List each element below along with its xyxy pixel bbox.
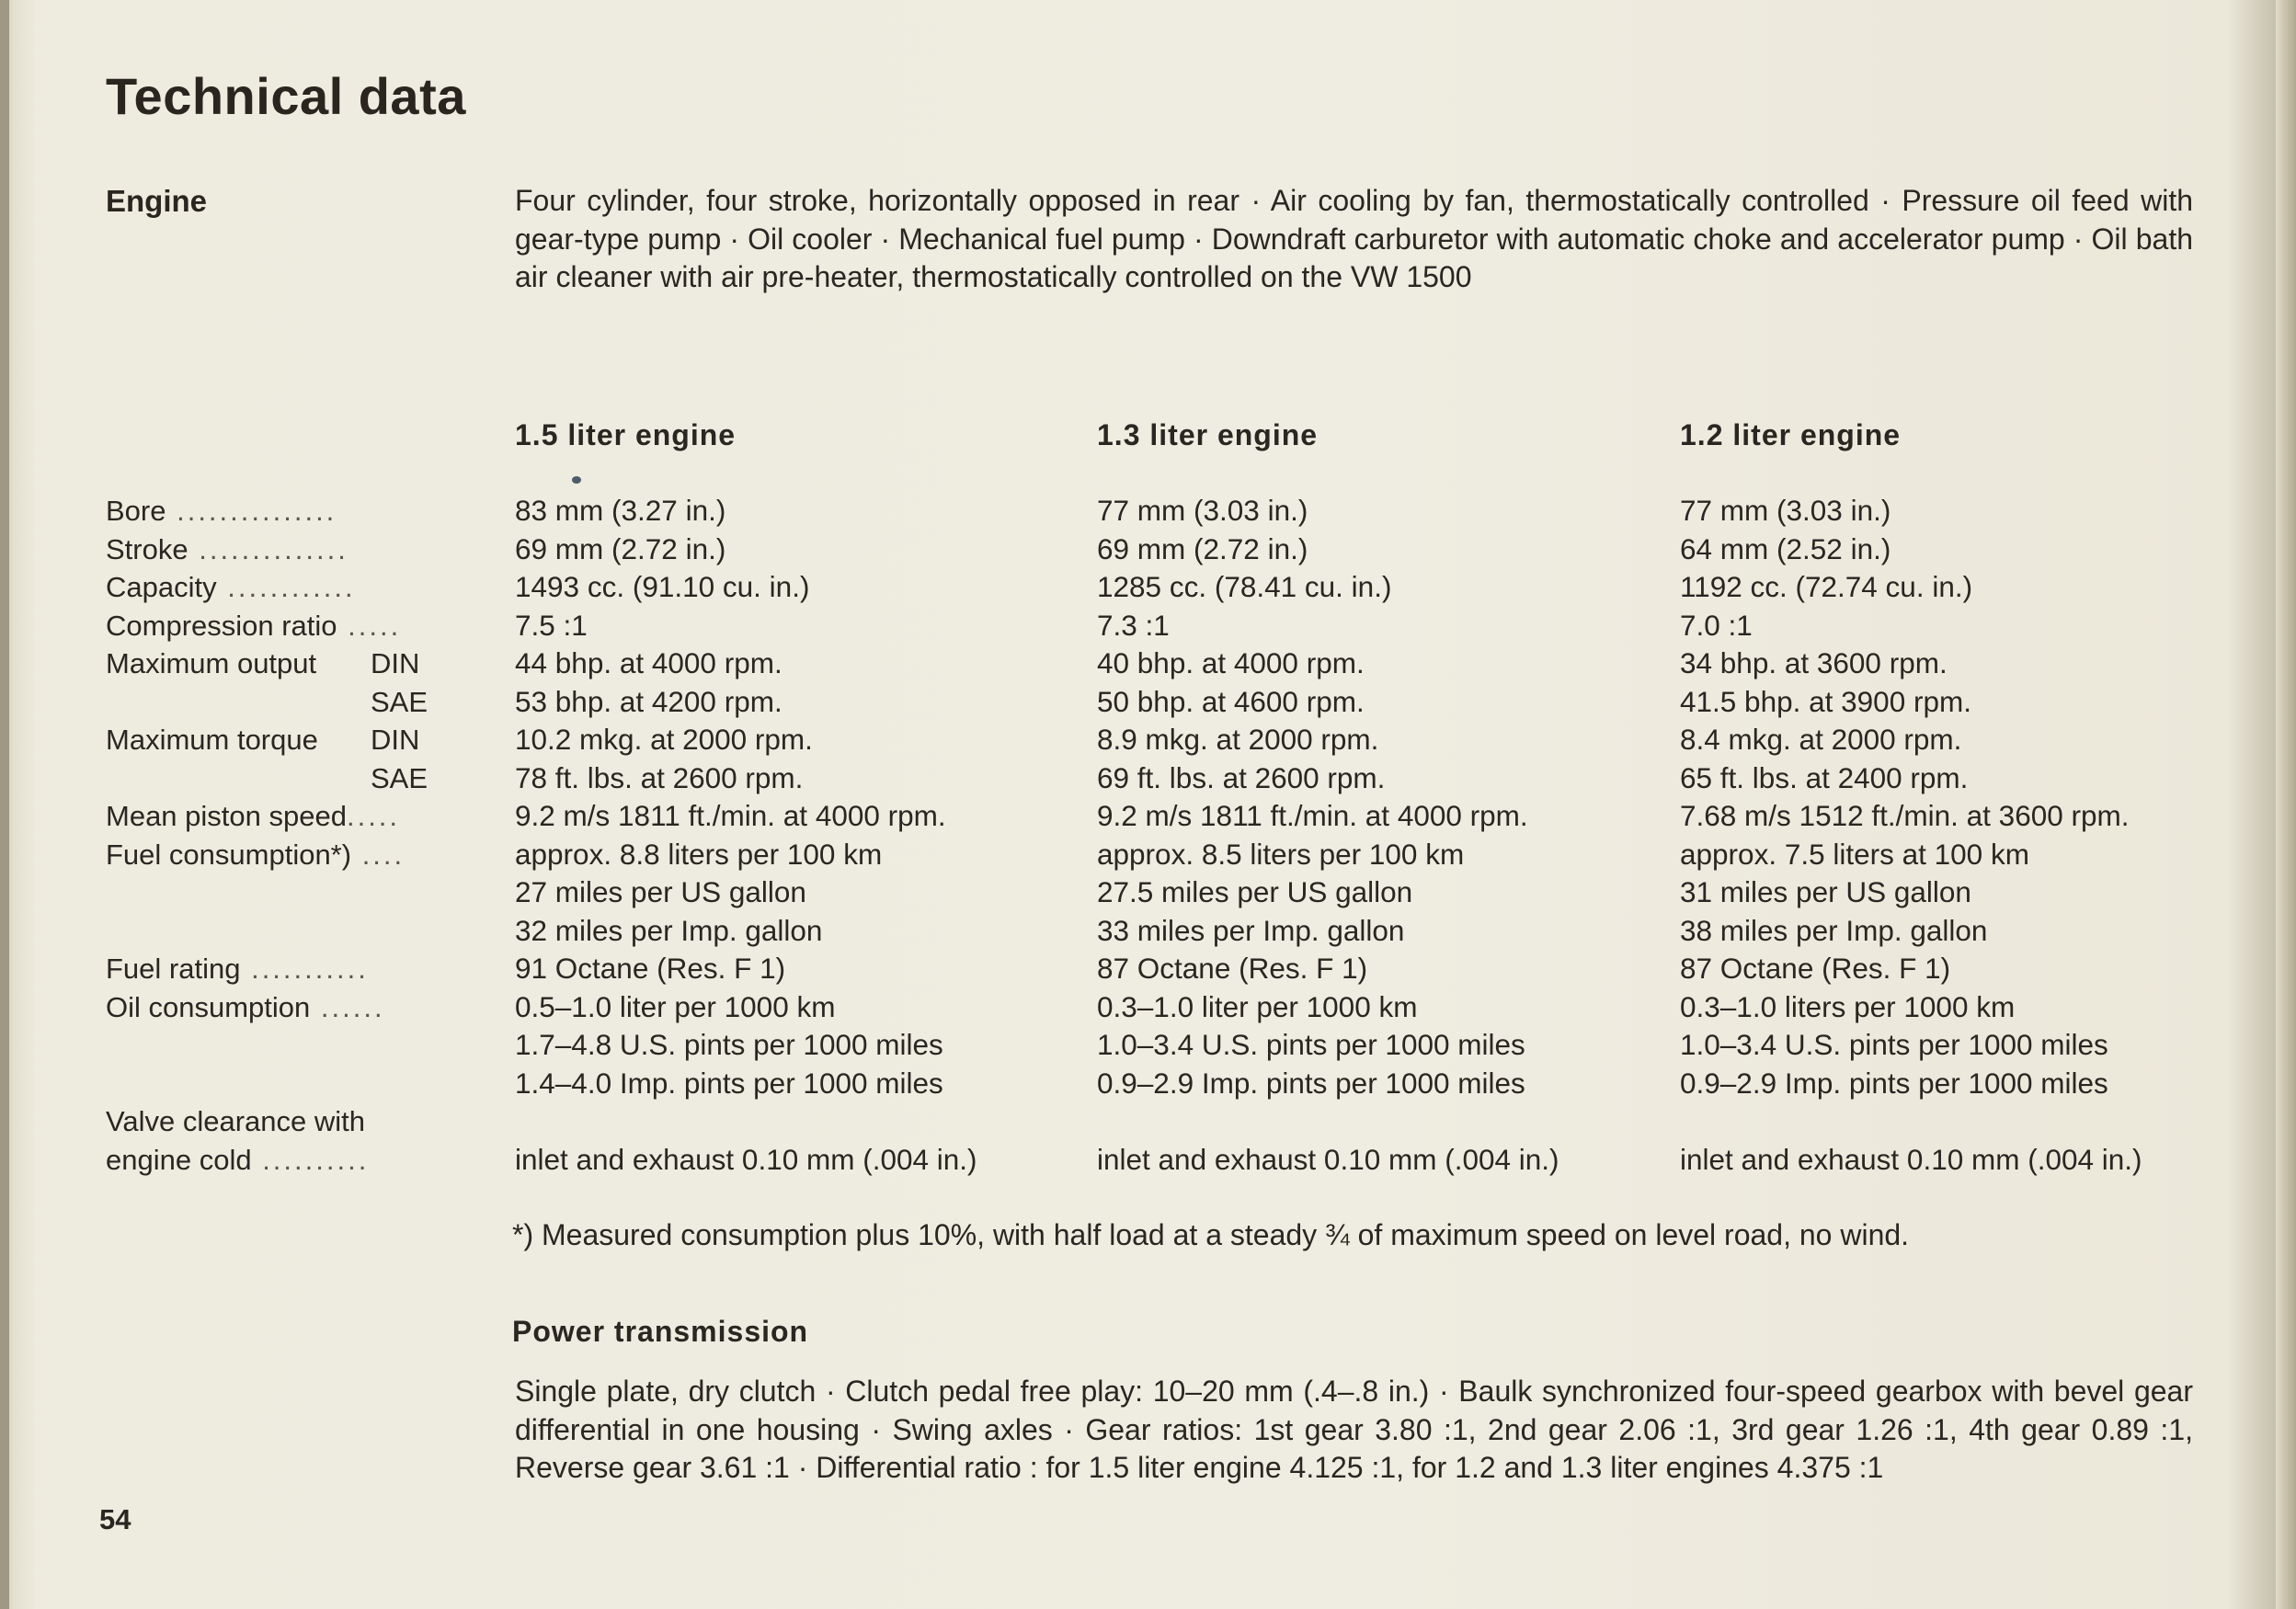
value-cell: 33 miles per Imp. gallon [1097,913,1405,947]
label-spacer [106,873,460,912]
label-maximum-output: Maximum output DIN [106,645,460,683]
value-cell: 34 bhp. at 3600 rpm. [1680,646,1948,679]
value-cell: 9.2 m/s 1811 ft./min. at 4000 rpm. [515,799,946,832]
label-compression-ratio: Compression ratio ..... [106,609,402,642]
value-cell: 1285 cc. (78.41 cu. in.) [1097,570,1392,603]
value-cell: 0.3–1.0 liters per 1000 km [1680,989,2016,1023]
label-mean-piston-speed: Mean piston speed..... [106,800,401,832]
value-cell: 38 miles per Imp. gallon [1680,913,1988,947]
label-oil-consumption: Oil consumption ...... [106,990,385,1023]
label-spacer [106,1065,460,1103]
value-cell: inlet and exhaust 0.10 mm (.004 in.) [515,1142,977,1176]
value-cell: 27.5 miles per US gallon [1097,875,1413,908]
value-cell: approx. 8.8 liters per 100 km [515,837,883,871]
print-speck [572,476,581,484]
value-cell: 87 Octane (Res. F 1) [1097,952,1368,985]
power-transmission-text: Single plate, dry clutch · Clutch pedal free play: 10–20 mm (.4–.8 in.) · Baulk synchronized four-speed gearbox with bevel gear differential in one housing · Swing axles · Gear ratios: 1st gear 3.80 :1, 2nd gear 2.06 :1, 3rd gear 1.26 :1, 4th gear 0.89 :1, Reverse gear 3.61 :1 · Differential ratio : for 1.5 liter engine 4.125 :1, for 1.2 and 1.3 liter engines 4.375 :1 [515,1375,2193,1484]
label-valve-clearance: Valve clearance with [106,1105,366,1137]
engine-section-label: Engine [106,184,208,218]
value-cell: inlet and exhaust 0.10 mm (.004 in.) [1680,1142,2142,1176]
label-output-sae: SAE [371,685,428,718]
value-cell: 7.0 :1 [1680,608,1753,642]
value-cell: 69 mm (2.72 in.) [515,531,726,565]
label-fuel-rating: Fuel rating ........... [106,953,369,985]
value-cell: 44 bhp. at 4000 rpm. [515,646,782,679]
value-cell: 53 bhp. at 4200 rpm. [515,684,782,718]
value-cell: 8.4 mkg. at 2000 rpm. [1680,723,1962,756]
value-cell: 27 miles per US gallon [515,875,806,908]
power-transmission-heading: Power transmission [512,1315,809,1348]
value-cell: 78 ft. lbs. at 2600 rpm. [515,760,804,794]
value-cell: 77 mm (3.03 in.) [1680,494,1891,527]
page-title: Technical data [106,67,466,125]
values-column-1-3-liter [1097,492,1667,1179]
page-number: 54 [99,1503,131,1535]
value-cell: 91 Octane (Res. F 1) [515,952,786,985]
label-spacer [106,912,460,951]
value-cell: inlet and exhaust 0.10 mm (.004 in.) [1097,1142,1559,1176]
value-cell: 10.2 mkg. at 2000 rpm. [515,723,813,756]
label-maximum-torque: Maximum torque DIN [106,721,460,759]
value-cell: approx. 8.5 liters per 100 km [1097,837,1465,871]
label-spacer [106,1026,460,1065]
column-header-1-3-liter: 1.3 liter engine [1097,418,1319,451]
engine-description: Four cylinder, four stroke, horizontally opposed in rear · Air cooling by fan, thermostatically controlled · Pressure oil feed with gear-type pump · Oil cooler · Mechanical fuel pump · Downdraft carburetor with automatic choke and accelerator pump · Oil bath air cleaner with air pre-heater, thermostatically controlled on the VW 1500 [515,184,2193,293]
column-header-1-5-liter: 1.5 liter engine [515,418,737,451]
value-cell: 50 bhp. at 4600 rpm. [1097,684,1365,718]
label-engine-cold: engine cold .......... [106,1143,370,1176]
label-din: DIN [371,647,420,679]
label-fuel-consumption: Fuel consumption*) .... [106,838,406,871]
values-column-1-5-liter [515,492,1085,1179]
value-cell [1680,1102,2250,1141]
value-cell: approx. 7.5 liters at 100 km [1680,837,2029,871]
value-cell: 1.0–3.4 U.S. pints per 1000 miles [1097,1028,1525,1061]
value-cell: 65 ft. lbs. at 2400 rpm. [1680,760,1969,794]
label-stroke: Stroke .............. [106,532,348,565]
value-cell: 1.4–4.0 Imp. pints per 1000 miles [515,1066,943,1100]
label-torque-sae: SAE [371,761,428,794]
value-cell: 64 mm (2.52 in.) [1680,531,1891,565]
page-edge [2276,0,2296,1609]
value-cell: 9.2 m/s 1811 ft./min. at 4000 rpm. [1097,799,1528,832]
value-cell: 1493 cc. (91.10 cu. in.) [515,570,810,603]
values-column-1-2-liter [1680,492,2250,1179]
value-cell: 0.9–2.9 Imp. pints per 1000 miles [1097,1066,1525,1100]
value-cell: 1192 cc. (72.74 cu. in.) [1680,570,1973,603]
value-cell: 83 mm (3.27 in.) [515,494,726,527]
value-cell [515,1102,1085,1141]
value-cell: 69 ft. lbs. at 2600 rpm. [1097,760,1386,794]
footnote: *) Measured consumption plus 10%, with half load at a steady ¾ of maximum speed on level road, no wind. [512,1218,1910,1251]
value-cell [1097,1102,1667,1141]
value-cell: 7.3 :1 [1097,608,1170,642]
value-cell: 0.9–2.9 Imp. pints per 1000 miles [1680,1066,2108,1100]
label-din: DIN [371,724,420,756]
value-cell: 41.5 bhp. at 3900 rpm. [1680,684,1971,718]
value-cell: 0.3–1.0 liter per 1000 km [1097,989,1418,1023]
label-capacity: Capacity ............ [106,571,356,603]
value-cell: 1.7–4.8 U.S. pints per 1000 miles [515,1028,943,1061]
value-cell: 7.5 :1 [515,608,588,642]
value-cell: 7.68 m/s 1512 ft./min. at 3600 rpm. [1680,799,2130,832]
value-cell: 1.0–3.4 U.S. pints per 1000 miles [1680,1028,2108,1061]
value-cell: 40 bhp. at 4000 rpm. [1097,646,1365,679]
row-labels [106,492,460,1179]
book-spine-shadow [0,0,9,1609]
value-cell: 69 mm (2.72 in.) [1097,531,1308,565]
label-bore: Bore ............... [106,495,337,527]
value-cell: 0.5–1.0 liter per 1000 km [515,989,836,1023]
value-cell: 31 miles per US gallon [1680,875,1971,908]
value-cell: 87 Octane (Res. F 1) [1680,952,1951,985]
value-cell: 77 mm (3.03 in.) [1097,494,1308,527]
column-header-1-2-liter: 1.2 liter engine [1680,418,1902,451]
value-cell: 8.9 mkg. at 2000 rpm. [1097,723,1379,756]
value-cell: 32 miles per Imp. gallon [515,913,823,947]
